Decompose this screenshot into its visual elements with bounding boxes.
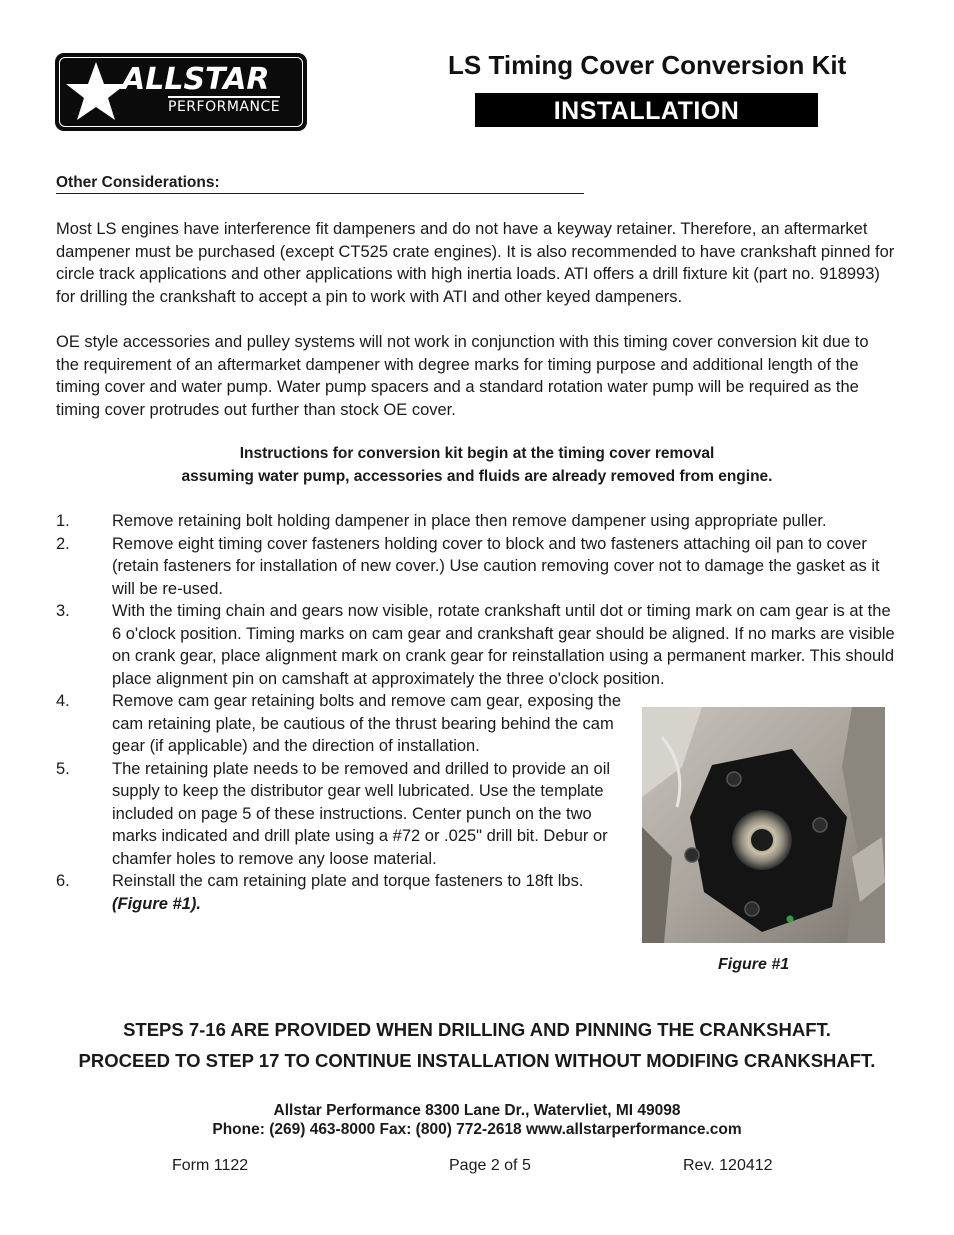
section-heading: Other Considerations: xyxy=(56,174,584,194)
step-text: Remove cam gear retaining bolts and remove cam gear, exposing the cam retaining plate, be cautious of the thrust bearing behind the cam gear (if applicable) and the direction of installation. xyxy=(112,692,622,755)
instructions-note-line2: assuming water pump, accessories and fluids are already removed from engine. xyxy=(181,467,773,485)
step-number: 1. xyxy=(56,512,70,530)
star-icon xyxy=(64,60,128,124)
logo-subtitle: PERFORMANCE xyxy=(168,96,280,115)
step-number: 3. xyxy=(56,602,70,620)
step-text: Remove eight timing cover fasteners holding cover to block and two fasteners attaching oil pan to cover (retain fasteners for installation of new cover.) Use caution removing cover not to damage the gasket as it will be re-used. xyxy=(112,534,880,598)
list-item xyxy=(56,510,896,533)
step-number: 4. xyxy=(56,692,70,710)
figure-1-photo xyxy=(642,707,885,943)
figure-caption: Figure #1 xyxy=(718,956,790,973)
footer-address: Allstar Performance 8300 Lane Dr., Watervliet, MI 49098 xyxy=(273,1102,681,1119)
instructions-note-line1: Instructions for conversion kit begin at the timing cover removal xyxy=(239,445,715,462)
logo-word: ALLSTAR xyxy=(122,62,270,97)
step-number: 6. xyxy=(56,872,70,890)
step-text: Reinstall the cam retaining plate and torque fasteners to 18ft lbs. xyxy=(112,872,584,890)
footer-contact: Phone: (269) 463-8000 Fax: (800) 772-2618 www.allstarperformance.com xyxy=(212,1121,742,1138)
revision-number: Rev. 120412 xyxy=(683,1157,773,1174)
list-item xyxy=(56,600,896,690)
step-text: The retaining plate needs to be removed and drilled to provide an oil supply to keep the distributor gear well lubricated. Use the template included on page 5 of these instructions. Center punch on the two marks indicated and drill plate using a #72 or .025" drill bit. Debur or chamfer holes to remove any loose material. xyxy=(112,759,611,868)
paragraph-accessories: OE style accessories and pulley systems will not work in conjunction with this timing cover conversion kit due to the requirement of an aftermarket dampener with degree marks for timing purpose and additional length of the timing cover and water pump. Water pump spacers and a standard rotation water pump will be required as the timing cover protrudes out further than stock OE cover. xyxy=(56,333,869,419)
step-text: Remove retaining bolt holding dampener in place then remove dampener using appropriate puller. xyxy=(112,512,827,530)
instructions-note xyxy=(56,443,898,488)
document-title: LS Timing Cover Conversion Kit xyxy=(448,50,847,80)
paragraph-dampeners: Most LS engines have interference fit dampeners and do not have a keyway retainer. Therefore, an aftermarket dampener must be purchased (except CT525 crate engines). It is also recommended to have crankshaft pinned for circle track applications and other applications with high inertia loads. ATI offers a drill fixture kit (part no. 918993) for drilling the crankshaft to accept a pin to work with ATI and other keyed dampeners. xyxy=(56,220,895,306)
figure-reference: (Figure #1). xyxy=(112,894,201,913)
engine-timing-photo xyxy=(642,707,885,943)
page-number: Page 2 of 5 xyxy=(449,1157,531,1174)
list-item xyxy=(56,533,896,601)
step-number: 5. xyxy=(56,759,70,778)
notice-line2: PROCEED TO STEP 17 TO CONTINUE INSTALLATION WITHOUT MODIFING CRANKSHAFT. xyxy=(78,1050,876,1071)
installation-banner: INSTALLATION xyxy=(475,93,818,127)
step-text-wrap xyxy=(112,870,624,915)
step-text: With the timing chain and gears now visible, rotate crankshaft until dot or timing mark on cam gear is at the 6 o'clock position. Timing marks on cam gear and crankshaft gear should be aligned. If no marks are visible on crank gear, place alignment mark on crank gear for reinstallation using a permanent marker. This should place alignment pin on camshaft at approximately the three o'clock position. xyxy=(112,602,895,688)
form-number: Form 1122 xyxy=(172,1157,249,1174)
allstar-logo xyxy=(56,54,306,130)
notice-line1: STEPS 7-16 ARE PROVIDED WHEN DRILLING AND PINNING THE CRANKSHAFT. xyxy=(123,1019,831,1040)
step-number: 2. xyxy=(56,534,70,553)
